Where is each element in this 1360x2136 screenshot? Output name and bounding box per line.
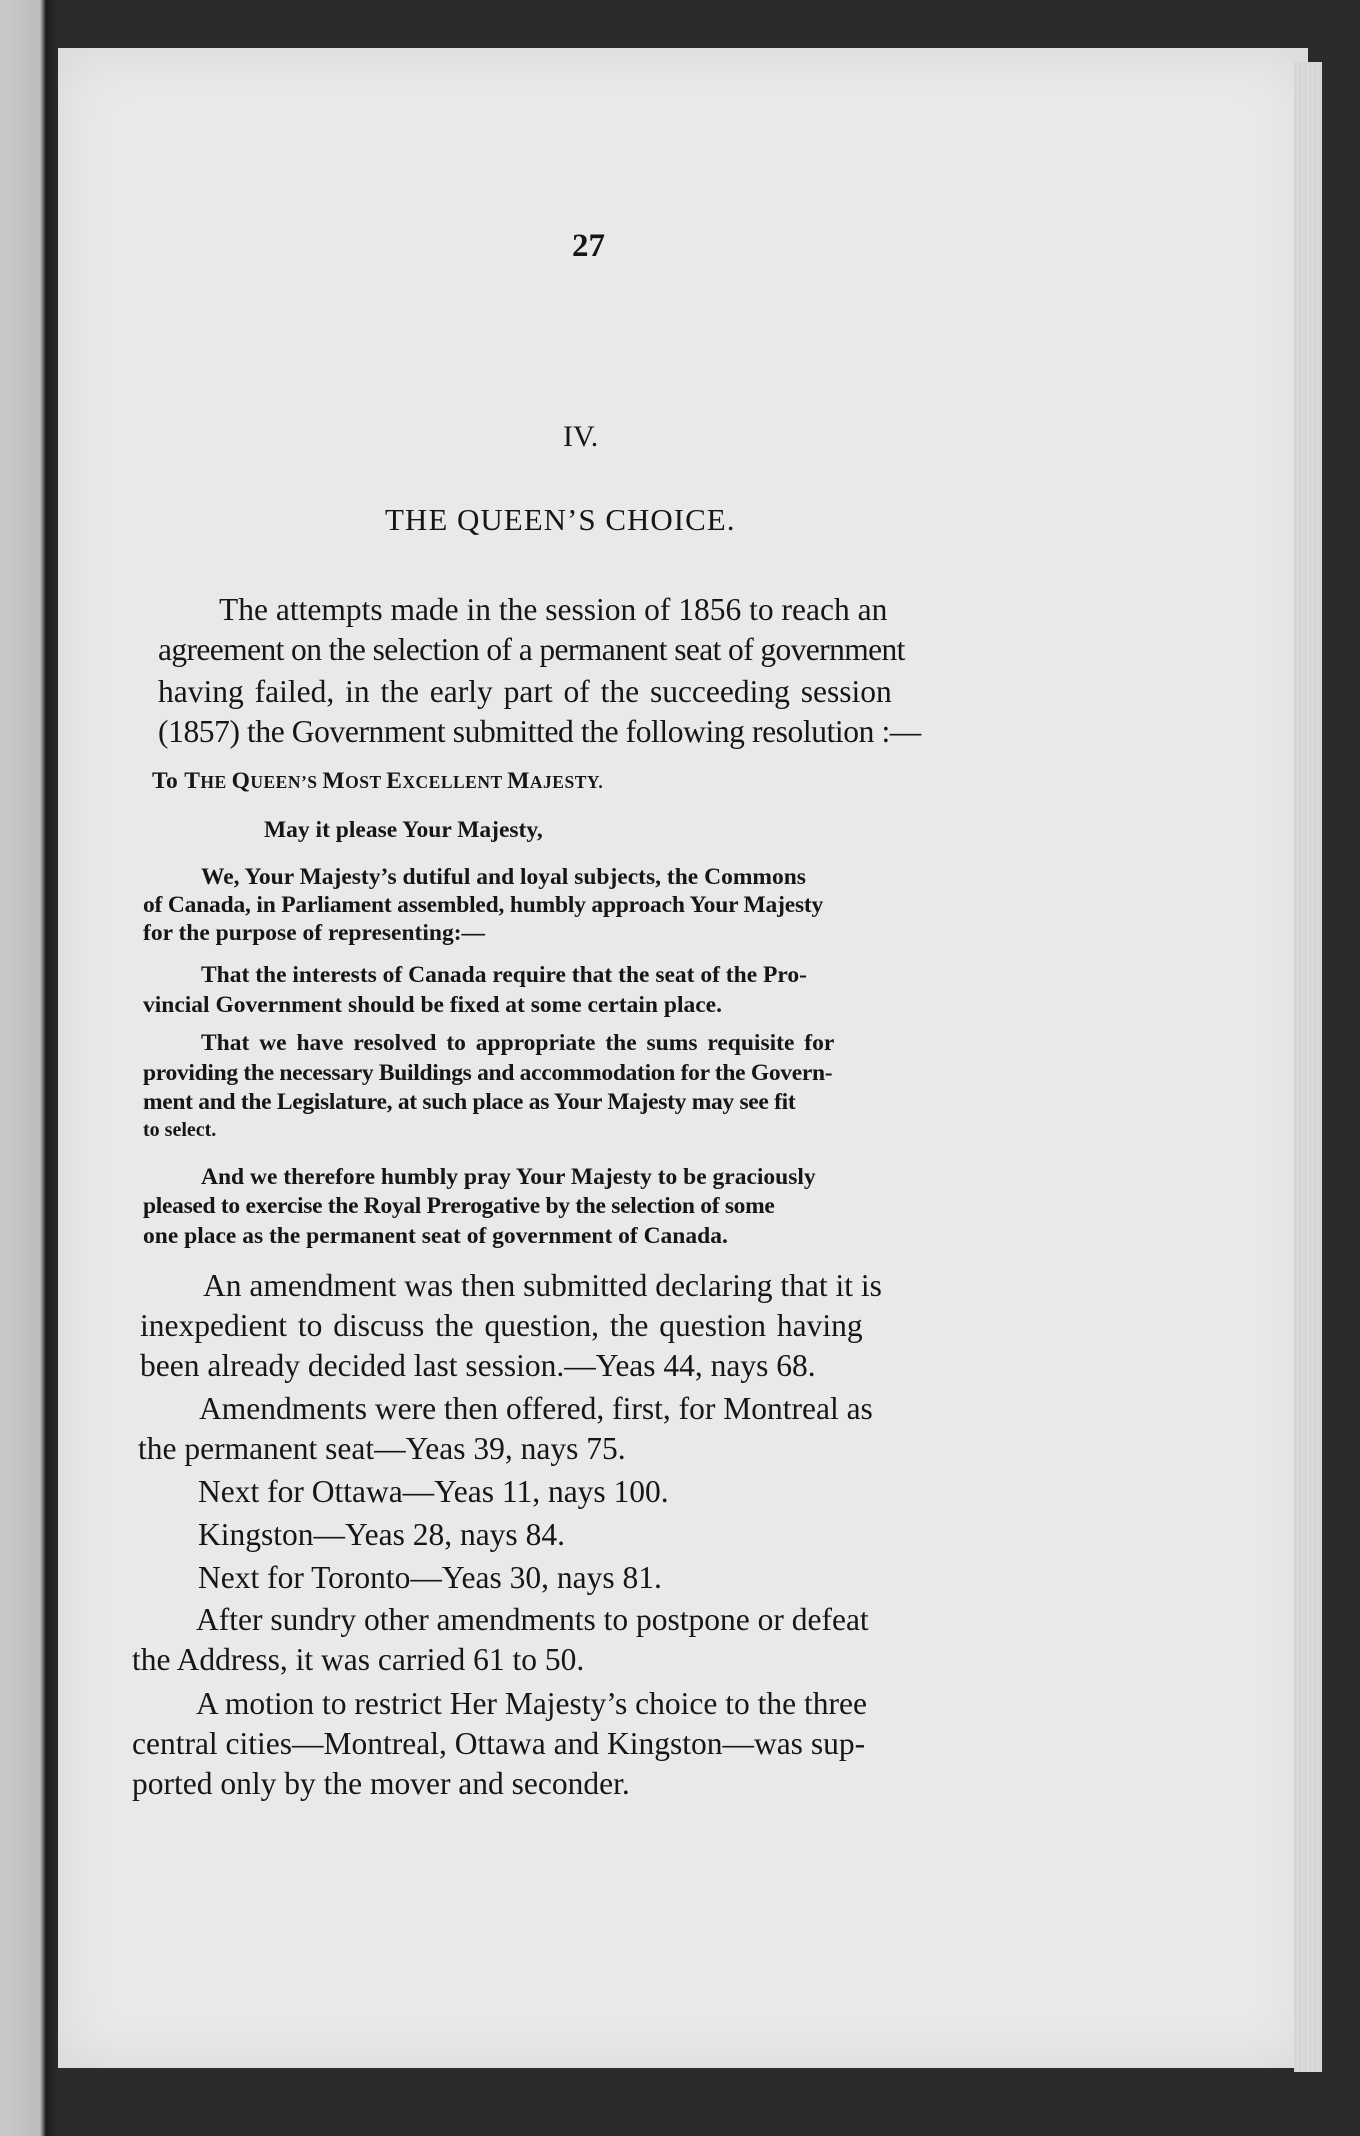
resolution-line: That we have resolved to appropriate the sums requisite for [201,1030,835,1056]
narrative-line: An amendment was then submitted declaring that it is [203,1268,882,1303]
resolution-line: We, Your Majesty’s dutiful and loyal subjects, the Commons [201,864,806,890]
narrative-line: the Address, it was carried 61 to 50. [132,1642,585,1677]
resolution-line: And we therefore humbly pray Your Majesty to be graciously [201,1164,816,1190]
resolution-line: for the purpose of representing:— [143,920,486,946]
page-number: 27 [572,228,605,264]
narrative-line: central cities—Montreal, Ottawa and Kingston—was sup- [132,1726,866,1761]
narrative-line: the permanent seat—Yeas 39, nays 75. [138,1431,626,1466]
intro-line: having failed, in the early part of the succeeding session [158,674,892,709]
section-numeral: IV. [563,420,599,453]
resolution-line: providing the necessary Buildings and accommodation for the Govern- [143,1060,833,1086]
intro-line: agreement on the selection of a permanent seat of government [158,632,905,667]
narrative-line: Next for Toronto—Yeas 30, nays 81. [198,1560,662,1595]
narrative-line: After sundry other amendments to postpone or defeat [196,1602,869,1637]
resolution-line: to select. [143,1119,217,1141]
salutation: May it please Your Majesty, [264,817,543,843]
resolution-line: ment and the Legislature, at such place as Your Majesty may see fit [143,1089,796,1115]
narrative-line: A motion to restrict Her Majesty’s choice to the three [196,1686,867,1721]
narrative-line: Kingston—Yeas 28, nays 84. [198,1517,565,1552]
intro-line: The attempts made in the session of 1856 to reach an [219,592,888,627]
resolution-line: one place as the permanent seat of government of Canada. [143,1223,728,1249]
resolution-line: vincial Government should be fixed at some certain place. [143,992,722,1018]
resolution-line: pleased to exercise the Royal Prerogative by the selection of some [143,1193,775,1219]
intro-line: (1857) the Government submitted the following resolution :— [158,714,921,749]
narrative-line: ported only by the mover and seconder. [132,1766,630,1801]
address-heading: To THE QUEEN’S MOST EXCELLENT MAJESTY. [152,768,604,794]
narrative-line: inexpedient to discuss the question, the question having [140,1308,863,1343]
book-gutter [0,0,58,2136]
narrative-line: Next for Ottawa—Yeas 11, nays 100. [198,1474,669,1509]
page-edge-stack [1294,62,1322,2072]
resolution-line: of Canada, in Parliament assembled, humbly approach Your Majesty [143,892,824,918]
resolution-line: That the interests of Canada require that the seat of the Pro- [201,962,807,988]
narrative-line: been already decided last session.—Yeas 44, nays 68. [140,1348,816,1383]
narrative-line: Amendments were then offered, first, for Montreal as [199,1391,873,1426]
section-title: THE QUEEN’S CHOICE. [385,502,736,537]
